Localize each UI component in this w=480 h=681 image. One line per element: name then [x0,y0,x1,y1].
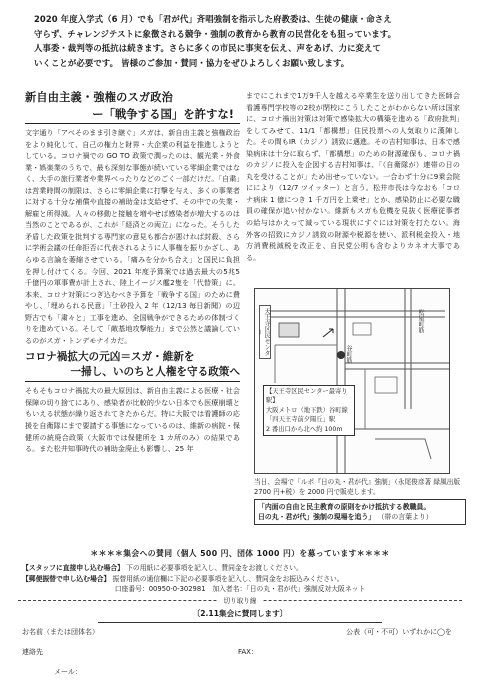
support-line-postal [18,574,462,585]
heading-rule [25,123,240,124]
intro-line-2: 守らず、チャレンジテストに象徴される競争・強制の教育から教育の民営化をも狙っています。 [34,28,397,39]
book-quote-box [254,499,466,525]
support-line-postal-tag: 【郵便振替で申し込む場合】 [22,574,111,583]
cut-line-label: 切り取り線 [219,595,262,605]
left-body-1: 文字通り「アベそのまま引き継ぐ」スガは、新自由主義と強権政治をより純化して、自己の権力と財界・大企業の利益を推進しようとしている。コロナ禍での GO TO 政策で潤ったのは、観光業・外食業・娯楽業のうちで、最も深刻な事態が続いている零細企業ではなく、大手の旅行業者や業界べったりなどのごく一部だけだ。「自粛」は営業時間の制限は、さらに零細企業に打撃を与え、多くの事業者に対する十分な補償や直接の補助金は支給せず、その中での失業・解雇と所得減。人々の移動と接触を増やせば感染者が増大するのは当然のことであるが、これが「経済との両立」になった。そうした矛盾した政策を批判する専門家の意見も都合が悪ければ封殺、さらに学術会議の任命拒否に代表されるように人事権を振りかざし、あらゆる言論を萎縮させている。「痛みを分かち合え」と国民に負担を押し付けてくる。今回、2021 年度予算案では過去最大の5兆5千億円の軍事費が計上され、陸上イージス艦2隻を「代替策」に。本来、コロナ対策につぎ込むべき予算を「戦争する国」のために費やし、「埋められる民意」「土砂投入 2 年（12/13 毎日新聞）の辺野古でも「粛々と」工事を進め、全国戦争ができるための体制づくりを進めている。そして「敵基地攻撃能力」まで公然と議論しているのがスガ・トンデモナイカだ。 [25,128,240,345]
map-street-label: 谷町筋 [345,345,352,363]
name-label: お名前（または団体名） [22,627,99,636]
map-access-line-2: 2 番出口から北へ約 100m [266,425,343,433]
left-column [25,90,240,455]
support-section [18,548,462,681]
venue-map [254,288,450,474]
book-quote-line-2: 日の丸・君が代」強制の現場を追う」 [258,513,376,522]
support-heading: ＊＊＊＊集会への賛同（個人 500 円、団体 1000 円）を募っています＊＊＊＊ [90,549,390,558]
publish-label: 公表（可・不可）いずれかに◯を [346,627,452,636]
section-heading-suga: 新自由主義・強権のスガ政治 [25,91,174,104]
section-subheading-covid: 一掃し、いのちと人権を守る政策へ [70,366,240,379]
support-line-postal-text: 振替用紙の通信欄に下記の必要事項を記入し、賛同金をお振込みください。 [112,574,344,583]
heading-rule-2 [25,381,240,382]
bank-account: 口座番号：00950-0-302981 加入者名：「日の丸・君が代」強制反対大阪ネット [114,585,366,594]
support-line-staff-tag: 【スタッフに直接申し込む場合】 [22,564,124,572]
right-body: までにこれまで1万9千人を越える卒業生を送り出してきた医師会看護専門学校等の2校が閉校にこうしたことがわからない所は国家に、コロナ禍出対策は対策で感染拡大の構築を進める「政府批判」をしてみせて、11/1「都構想」住民投票への人気取りに漢陣した。その間もIR（カジノ）誘致に邁進。その吉村知事は、日本で感染病床は十分に取らず、「都構想」のための財源確保も、コロナ禍のカジノに投入を企図する吉村知事は、「（自衛隊が）連帯の日の丸を受けることが」ため出せっていない。一合わず十分に9乗会院ににより（12/7 ツイッター）と言う。松井市長は今なおも「コロナ病床 1 億につき 1 千万円を上乗せ」とか、感染防止に必要な職員の確保が追い付かない。維新もスガも危機を見抜く医療従事者の給与はかえって減っている現状にすぐには対策を打たない。海外客の招致にカジノ誘致の財源や税源を使い、派利税金投入・地方消費税減税を改正を、自民党公明も含むよりカネオ大事である。 [246,91,461,262]
contact-row [18,647,462,667]
form-title: 〔2.11集会に賛同します〕 [192,608,288,618]
contact-label: 連絡先 [22,647,43,656]
map-access-box [263,385,355,436]
left-body-2: そもそもコロナ禍拡大の最大原因は、新自由主義による医療・社会保障の切り捨てにあり、感染者が比較的少ない日本でも医療崩壊ともいえる状態が繰り返されてきたからだ。特に大阪では看護師の応援を自衛隊にまで要請する事態になっているのは、維新の病院・保健所の統廃合政策（大阪市では保健所を 1 カ所のみ）の結果である。また松井知事時代の補助金廃止も影響し、25 年 [25,386,240,454]
mail-row [18,667,462,681]
form-title-rule [98,622,382,623]
book-quote-suffix: （帯の言葉より） [377,513,433,522]
book-quote-line-1: 「内面の自由と民主教育の原則をかけ抵抗する教職員。 [258,503,431,512]
map-access-line-1: 大阪メトロ（地下鉄）谷町線「四天王寺前夕陽丘」駅 [266,406,348,424]
section-subheading-war: ー「戦争する国」を許すな! [92,107,234,121]
book-caption [254,478,466,525]
map-street-label-2: 松屋町筋 [417,309,424,333]
map-access-title: 【天王寺区民センター最寄り駅】 [266,388,348,405]
support-line-staff-text: 下の用紙に必要事項を記入し、賛同金をお渡しください。 [126,564,303,572]
mail-label: メール： [54,667,82,676]
book-caption-text: 当日、会場で「ルポ『日の丸・君が代』強制」（永尾俊彦著 緑風出版 2700 円+税）を 2000 円で販売します。 [254,478,461,496]
section-heading-covid: コロナ禍拡大の元凶＝スガ・維新を [25,351,195,364]
right-column [246,90,460,263]
support-line-staff [18,563,462,574]
cut-line [18,596,462,608]
map-venue-label: 天王寺区民センター [259,305,271,359]
fax-label: FAX： [238,647,258,656]
name-row [18,627,462,647]
intro-line-3: 人事委・裁判等の抵抗は続きます。さらに多くの市民に事実を伝え、声をあげ、力に変えて [34,43,381,54]
intro-paragraph [34,12,446,70]
intro-line-1: 2020 年度入学式（6 月）でも「君が代」斉唱強制を指示した府教委は、生徒の健康・命さえ [34,14,392,24]
intro-line-4: いくことが必要です。 皆様のご参加・賛同・協力をぜひよろしくお願い致します。 [34,57,350,68]
